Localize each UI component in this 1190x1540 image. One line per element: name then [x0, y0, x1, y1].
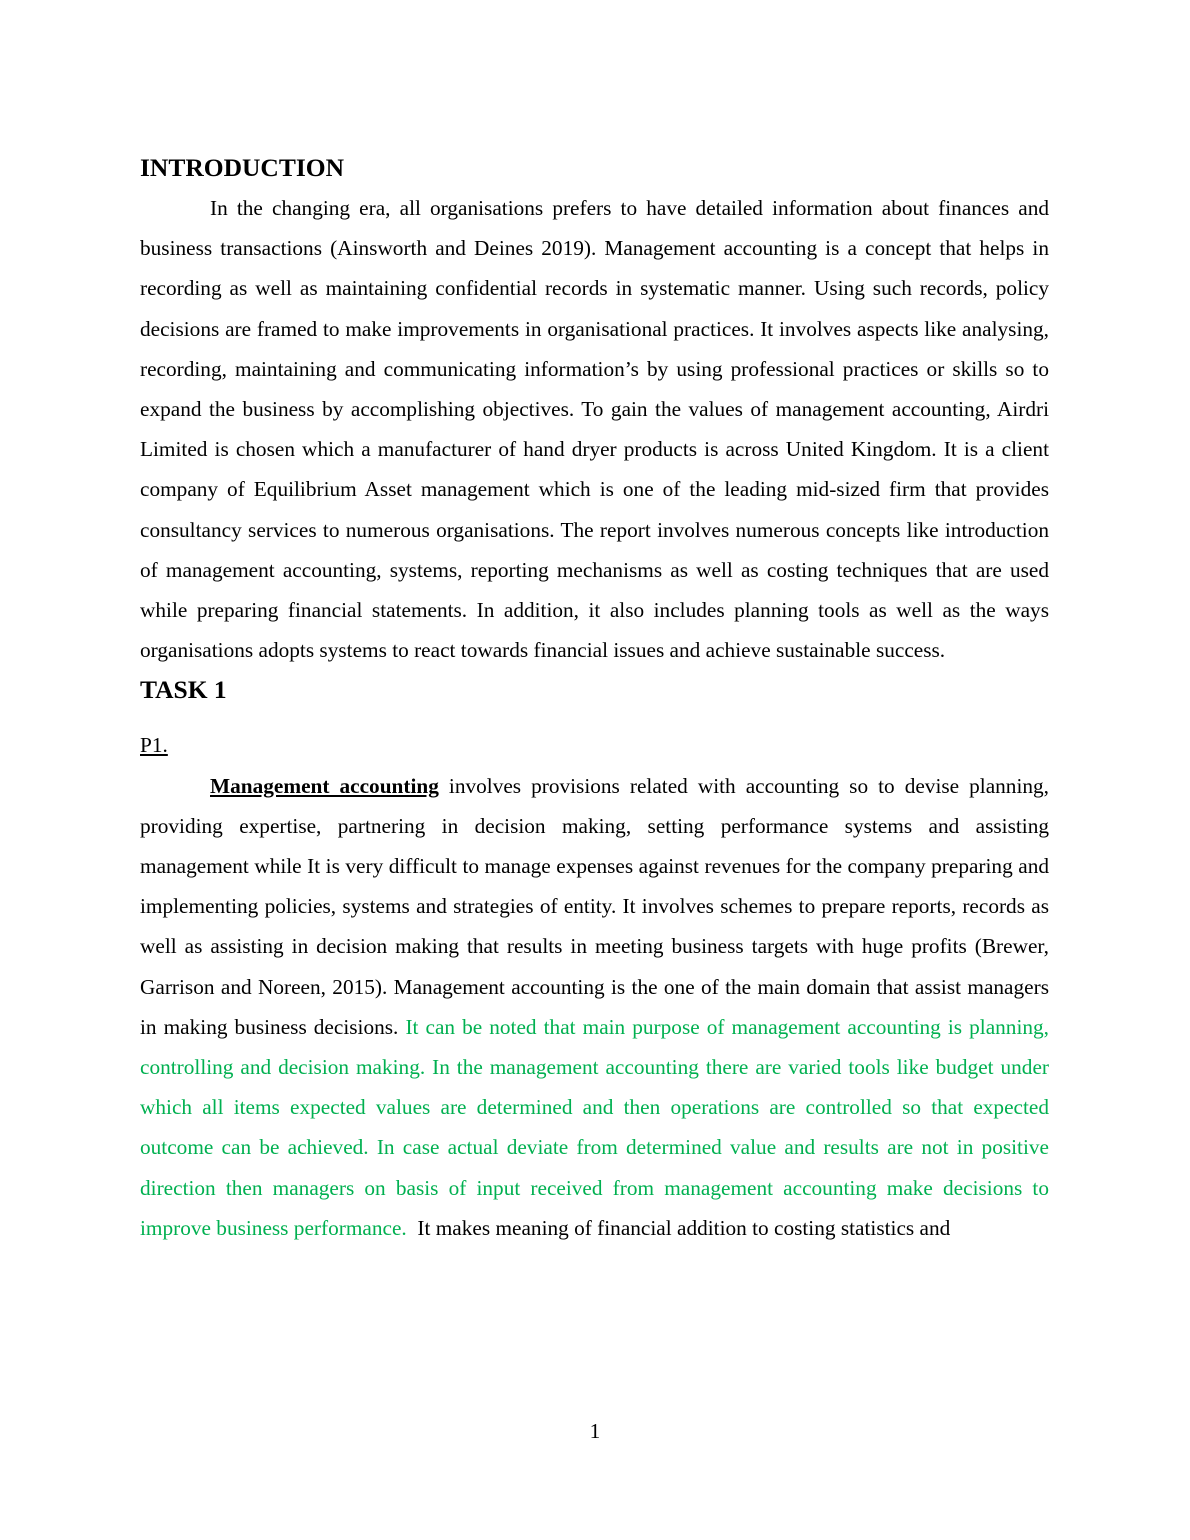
page-number: 1	[589, 1419, 601, 1443]
task1-heading: TASK 1	[140, 675, 227, 705]
introduction-heading: INTRODUCTION	[140, 153, 345, 182]
p1-subheading: P1.	[140, 733, 168, 758]
introduction-paragraph: In the changing era, all organisations prefers to have detailed information about finances and business transactions (Ainsworth and Deines 2019). Management accounting is a concept that helps in recording as well as maintaining confidential records in systematic manner. Using such records, policy decisions are framed to make improvements in organisational practices. It involves aspects like analysing, recording, maintaining and communicating information’s by using professional practices or skills so to expand the business by accomplishing objectives. To gain the values of management accounting, Airdri Limited is chosen which a manufacturer of hand dryer products is across United Kingdom. It is a client company of Equilibrium Asset management which is one of the leading mid-sized firm that provides consultancy services to numerous organisations. The report involves numerous concepts like introduction of management accounting, systems, reporting mechanisms as well as costing techniques that are used while preparing financial statements. In addition, it also includes planning tools as well as the ways organisations adopts systems to react towards financial issues and achieve sustainable success.	[140, 196, 1049, 663]
management-accounting-term: Management accounting	[210, 773, 439, 798]
task1-text-black: involves provisions related with accounting so to devise planning, providing expertise, partnering in decision making, setting performance systems and assisting management while It is very difficult to manage expenses against revenues for the company preparing and implementing policies, systems and strategies of entity. It involves schemes to prepare reports, records as well as assisting in decision making that results in meeting business targets with huge profits (Brewer, Garrison and Noreen, 2015). Management accounting is the one of the main domain that assist managers in making business decisions.	[140, 773, 1049, 1039]
task1-paragraph	[140, 766, 1049, 1248]
document-page	[140, 148, 1049, 1248]
task1-text-tail: It makes meaning of financial addition to costing statistics and	[406, 1215, 951, 1240]
task1-text-green: It can be noted that main purpose of management accounting is planning, controlling and decision making. In the management accounting there are varied tools like budget under which all items expected values are determined and then operations are controlled so that expected outcome can be achieved. In case actual deviate from determined value and results are not in positive direction then managers on basis of input received from management accounting make decisions to improve business performance.	[140, 1014, 1049, 1240]
